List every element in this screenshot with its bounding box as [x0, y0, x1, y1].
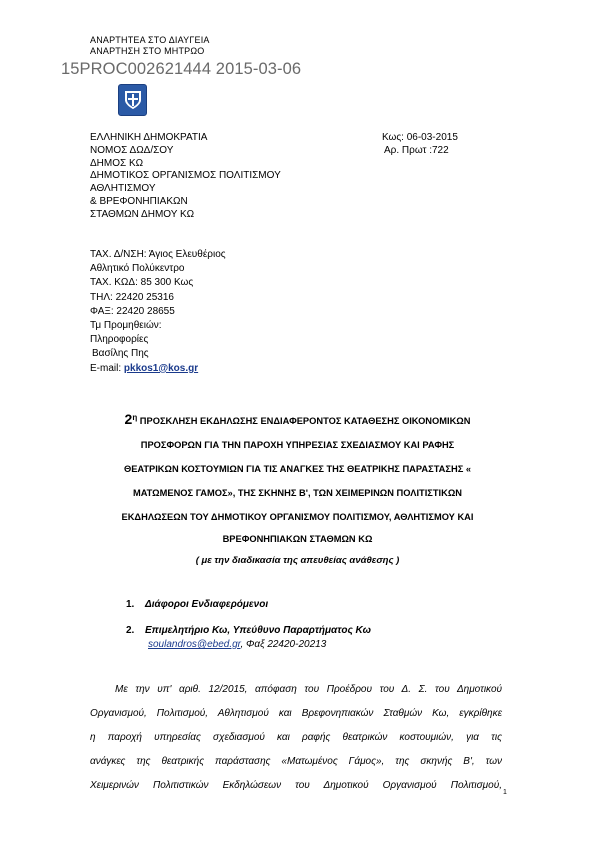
title-line-6: ΒΡΕΦΟΝΗΠΙΑΚΩΝ ΣΤΑΘΜΩΝ ΚΩ	[222, 534, 373, 544]
title-line-5: ΕΚΔΗΛΩΣΕΩΝ ΤΟΥ ΔΗΜΟΤΙΚΟΥ ΟΡΓΑΝΙΣΜΟΥ ΠΟΛΙΤΙΣΜΟΥ, ΑΘΛΗΤΙΣΜΟΥ ΚΑΙ	[121, 512, 474, 522]
title-line-4: ΜΑΤΩΜΕΝΟΣ ΓΑΜΟΣ», ΤΗΣ ΣΚΗΝΗΣ Β', ΤΩΝ ΧΕΙΜΕΡΙΝΩΝ ΠΟΛΙΤΙΣΤΙΚΩΝ	[132, 488, 463, 498]
contact-venue: Αθλητικό Πολύκεντρο	[90, 263, 185, 275]
recipient-2-number: 2.	[126, 625, 135, 636]
contact-postcode: ΤΑΧ. ΚΩΔ: 85 300 Κως	[90, 277, 194, 289]
body-line-4: ανάγκες της θεατρικής παράστασης «Ματωμένος Γάμος», της σκηνής Β', των	[90, 756, 502, 767]
title-number: 2	[124, 411, 133, 427]
protocol-number: Αρ. Πρωτ :722	[384, 145, 449, 156]
body-line-1: Με την υπ' αριθ. 12/2015, απόφαση του Προέδρου του Δ. Σ. του Δημοτικού	[115, 684, 502, 695]
sender-line: ΕΛΛΗΝΙΚΗ ΔΗΜΟΚΡΑΤΙΑ	[90, 132, 208, 143]
recipient-2: 2. Επιμελητήριο Κω, Υπεύθυνο Παραρτήματος Κω	[126, 625, 371, 636]
hellenic-seal-icon	[118, 84, 147, 116]
title-line-2: ΠΡΟΣΦΟΡΩΝ ΓΙΑ ΤΗΝ ΠΑΡΟΧΗ ΥΠΗΡΕΣΙΑΣ ΣΧΕΔΙΑΣΜΟΥ ΚΑΙ ΡΑΦΗΣ	[140, 440, 455, 450]
recipient-2-email-link[interactable]: soulandros@ebed.gr	[148, 639, 241, 650]
recipient-1-number: 1.	[126, 599, 135, 610]
contact-phone: ΤΗΛ: 22420 25316	[90, 291, 174, 303]
contact-email-link[interactable]: pkkos1@kos.gr	[123, 362, 199, 374]
sender-line: ΑΘΛΗΤΙΣΜΟΥ	[90, 183, 156, 195]
sender-line: ΝΟΜΟΣ ΔΩΔ/ΣΟΥ	[90, 144, 174, 156]
recipient-2-fax: , Φαξ 22420-20213	[240, 639, 327, 650]
sender-line: ΔΗΜΟΤΙΚΟΣ ΟΡΓΑΝΙΣΜΟΣ ΠΟΛΙΤΙΣΜΟΥ	[90, 170, 281, 182]
publication-note-2: ΑΝΑΡΤΗΣΗ ΣΤΟ ΜΗΤΡΩΟ	[90, 46, 205, 56]
contact-email-label: E-mail:	[90, 362, 124, 374]
diavgeia-code: 15PROC002621444 2015-03-06	[61, 60, 302, 78]
title-ordinal: η	[132, 412, 138, 422]
page-number: 1	[503, 789, 507, 796]
contact-email-row	[90, 362, 226, 376]
contact-fax: ΦΑΞ: 22420 28655	[90, 305, 175, 317]
recipient-2-contact	[148, 639, 326, 650]
title-line-1: $2^\eta$ ΠΡΟΣΚΛΗΣΗ ΕΚΔΗΛΩΣΗΣ ΕΝΔΙΑΦΕΡΟΝΤΟΣ ΚΑΤΑΘΕΣΗΣ ΟΙΚΟΝΟΜΙΚΩΝ	[124, 411, 471, 427]
title-line-3: ΘΕΑΤΡΙΚΩΝ ΚΟΣΤΟΥΜΙΩΝ ΓΙΑ ΤΙΣ ΑΝΑΓΚΕΣ ΤΗΣ ΘΕΑΤΡΙΚΗΣ ΠΑΡΑΣΤΑΣΗΣ «	[123, 464, 472, 474]
contact-department: Τμ Προμηθειών:	[90, 320, 162, 332]
recipient-1: 1. Διάφοροι Ενδιαφερόμενοι	[126, 599, 269, 610]
contact-info-label: Πληροφορίες	[90, 334, 149, 346]
title-subtitle: ( με την διαδικασία της απευθείας ανάθεσης )	[195, 555, 400, 566]
sender-line: & ΒΡΕΦΟΝΗΠΙΑΚΩΝ	[90, 195, 188, 207]
body-line-3: η παροχή υπηρεσίας σχεδιασμού και ραφής θεατρικών κοστουμιών, για τις	[90, 732, 502, 743]
contact-address: ΤΑΧ. Δ/ΝΣΗ: Άγιος Ελευθέριος	[90, 249, 226, 260]
sender-line: ΔΗΜΟΣ ΚΩ	[90, 157, 144, 169]
sender-line: ΣΤΑΘΜΩΝ ΔΗΜΟΥ ΚΩ	[90, 208, 195, 220]
contact-block	[90, 248, 226, 376]
sender-block	[90, 132, 281, 222]
publication-note-1: ΑΝΑΡΤΗΤΕΑ ΣΤΟ ΔΙΑΥΓΕΙΑ	[90, 35, 210, 45]
document-date: Κως: 06-03-2015	[382, 132, 458, 143]
contact-person: Βασίλης Πης	[92, 348, 149, 360]
body-line-5: Χειμερινών Πολιτιστικών Εκδηλώσεων του Δημοτικού Οργανισμού Πολιτισμού,	[90, 780, 502, 791]
body-line-2: Οργανισμού, Πολιτισμού, Αθλητισμού και Βρεφονηπιακών Σταθμών Κω, εγκρίθηκε	[90, 708, 502, 719]
